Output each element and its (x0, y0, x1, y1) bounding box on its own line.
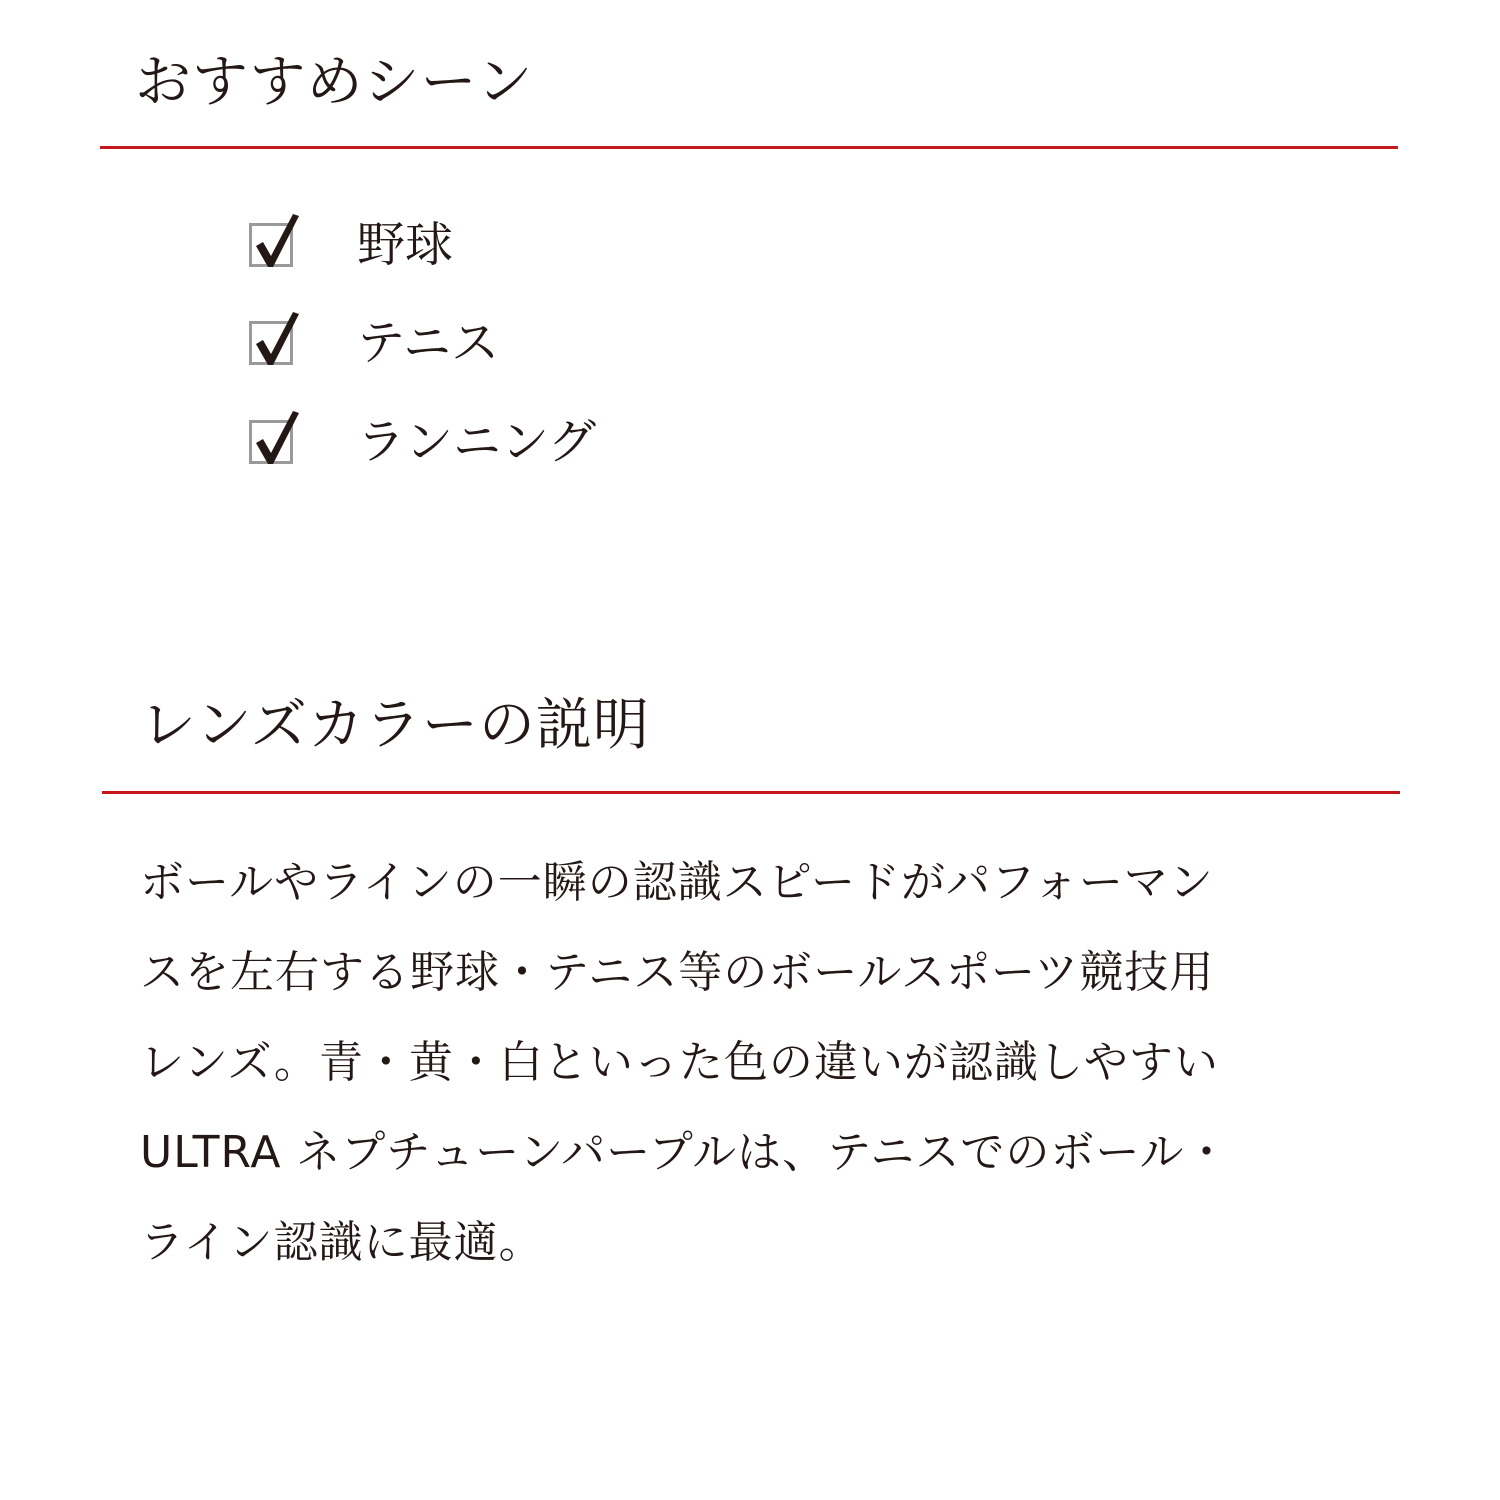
description-line: ULTRA ネプチューンパープルは、テニスでのボール・ (140, 1127, 1230, 1178)
scene-item-baseball (249, 213, 669, 273)
lens-color-title: レンズカラーの説明 (140, 693, 650, 758)
checkmark-icon (254, 310, 302, 366)
description-line: レンズ。青・黄・白といった色の違いが認識しやすい (140, 1037, 1219, 1088)
checkbox[interactable] (249, 321, 293, 365)
scene-item-tennis (249, 311, 669, 371)
description-line: ライン認識に最適。 (140, 1217, 544, 1268)
lens-color-divider (102, 791, 1400, 794)
checkbox[interactable] (249, 223, 293, 267)
scene-label: テニス (357, 315, 500, 371)
recommended-scenes-divider (100, 146, 1398, 149)
recommended-scenes-title: おすすめシーン (135, 50, 534, 115)
description-line: スを左右する野球・テニス等のボールスポーツ競技用 (140, 947, 1215, 998)
scene-label: 野球 (357, 217, 454, 273)
checkmark-icon (254, 409, 302, 465)
description-line: ボールやラインの一瞬の認識スピードがパフォーマン (140, 857, 1214, 908)
checkbox[interactable] (249, 420, 293, 464)
checkmark-icon (254, 212, 302, 268)
lens-description (140, 838, 1360, 1288)
scene-label: ランニング (357, 414, 597, 470)
scene-item-running (249, 410, 669, 470)
